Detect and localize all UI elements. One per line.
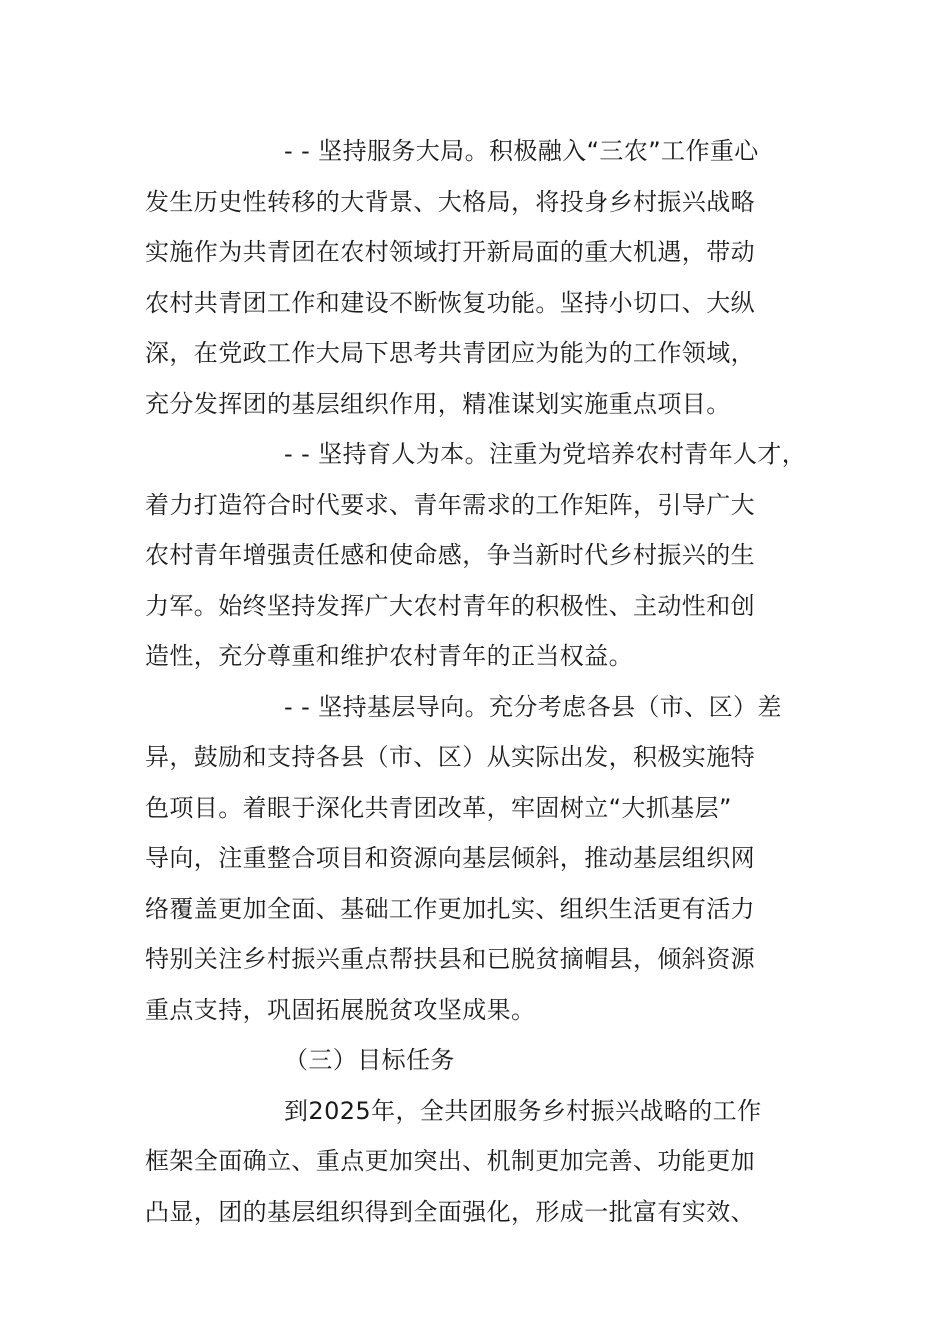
paragraph-grassroots-orientation <box>145 682 810 1036</box>
text-line: - - 坚持育人为本。注重为党培养农村青年人才， <box>284 440 807 468</box>
text-line: 异，鼓励和支持各县（市、区）从实际出发，积极实施特 <box>145 743 755 771</box>
text-line: 重点支持，巩固拓展脱贫攻坚成果。 <box>145 995 536 1024</box>
text-line: 着力打造符合时代要求、青年需求的工作矩阵，引导广大 <box>145 490 755 519</box>
text-line: 实施作为共青团在农村领域打开新局面的重大机遇，带动 <box>145 238 755 266</box>
document-page <box>145 126 810 1237</box>
text-line: 色项目。着眼于深化共青团改革，牢固树立“大抓基层” <box>145 793 732 822</box>
text-line: 农村青年增强责任感和使命感，争当新时代乡村振兴的生 <box>145 541 755 569</box>
text-line: 力军。始终坚持发挥广大农村青年的积极性、主动性和创 <box>145 591 755 620</box>
text-line: 框架全面确立、重点更加突出、机制更加完善、功能更加 <box>145 1147 755 1175</box>
paragraph-goal-2025 <box>145 1086 810 1238</box>
text-line: 农村共青团工作和建设不断恢复功能。坚持小切口、大纵 <box>145 288 755 317</box>
text-line: 络覆盖更加全面、基础工作更加扎实、组织生活更有活力 <box>145 894 755 923</box>
paragraph-educate-people <box>145 429 810 682</box>
text-line: - - 坚持基层导向。充分考虑各县（市、区）差 <box>284 692 782 721</box>
text-line: 深，在党政工作大局下思考共青团应为能为的工作领域， <box>145 339 755 367</box>
text-line: 造性，充分尊重和维护农村青年的正当权益。 <box>145 642 633 670</box>
text-line: 导向，注重整合项目和资源向基层倾斜，推动基层组织网 <box>145 844 755 872</box>
text-line: - - 坚持服务大局。积极融入“三农”工作重心 <box>284 137 759 165</box>
heading-text: （三）目标任务 <box>284 1046 455 1074</box>
text-line: 凸显，团的基层组织得到全面强化，形成一批富有实效、 <box>145 1197 755 1226</box>
section-heading <box>145 1035 810 1086</box>
text-line: 到2025年，全共团服务乡村振兴战略的工作 <box>284 1096 762 1125</box>
text-line: 特别关注乡村振兴重点帮扶县和已脱贫摘帽县，倾斜资源 <box>145 945 755 973</box>
paragraph-serve-overall <box>145 126 810 429</box>
text-line: 充分发挥团的基层组织作用，精准谋划实施重点项目。 <box>145 389 731 418</box>
text-line: 发生历史性转移的大背景、大格局，将投身乡村振兴战略 <box>145 187 755 216</box>
